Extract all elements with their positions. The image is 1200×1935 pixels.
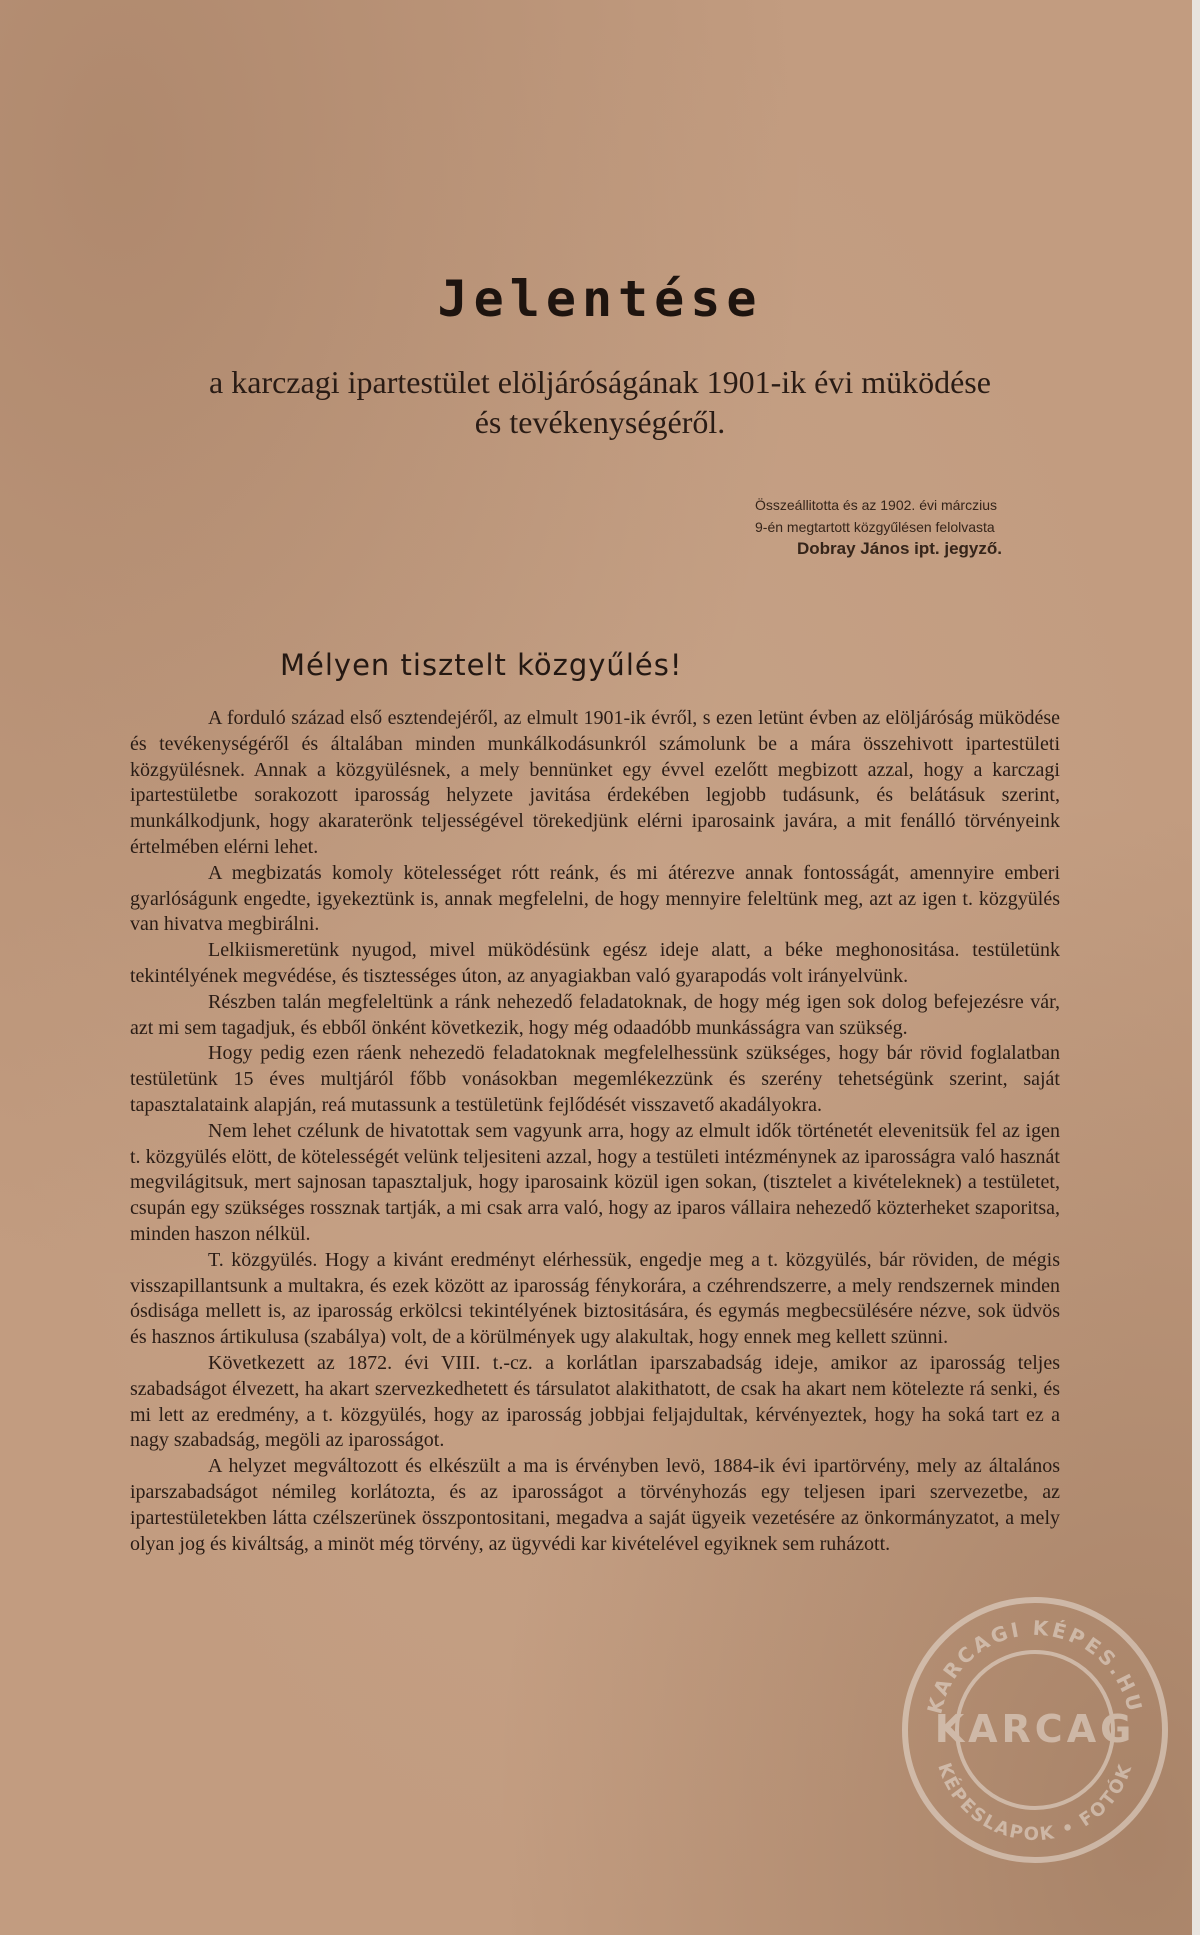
paragraph: Lelkiismeretünk nyugod, mivel müködésünk egész ideje alatt, a béke meghonositása. testületünk tekintélyének megvédése, és tisztességes úton, az anyagiakban való gyarapodás volt irányelvünk. [130,939,1060,987]
subtitle-line-1: a karczagi ipartestület elöljáróságának 1901-ik évi müködése [209,364,991,400]
meta-line-2: 9-én megtartott közgyűlésen felolvasta [755,519,995,535]
subtitle-line-2: és tevékenységéről. [474,404,726,440]
watermark-stamp [895,1590,1175,1870]
author-signature: Dobray János ipt. jegyző. [797,539,1002,558]
meta-line-1: Összeállitotta és az 1902. évi márczius [755,497,997,513]
paragraph: Hogy pedig ezen ráenk nehezedö feladatoknak megfelelhessünk szükséges, hogy bár rövid foglalatban testületünk 15 éves multjáról főbb vonásokban megemlékezzünk és szerény tehetségünk szerint, saját tapasztalataink alapján, reá mutassunk a testületünk fejlődését visszavető akadályokra. [130,1042,1060,1116]
paragraph: Részben talán megfeleltünk a ránk nehezedő feladatoknak, de hogy még igen sok dolog befejezésre vár, azt mi sem tagadjuk, és ebből önként következik, hogy még odaadóbb munkásságra van szükség. [130,990,1060,1039]
salutation: Mélyen tisztelt közgyűlés! [280,648,683,682]
document-title: Jelentése [437,270,763,328]
paragraph: T. közgyülés. Hogy a kivánt eredményt elérhessük, engedje meg a t. közgyülés, bár röviden, de mégis visszapillantsunk a multakra, és ezek között az iparosság fénykorára, a czéhrendszerre, a mely rendszernek minden ósdisága mellett is, az iparosság erkölcsi tekintélyének biztositására, és egymás megbecsülésére nézve, sok üdvös és hasznos ártikulusa (szabálya) volt, de a körülmények ugy alakultak, hogy ennek meg kellett szünni. [130,1248,1060,1349]
paragraph: A megbizatás komoly kötelességet rótt reánk, és mi átérezve annak fontosságát, amennyire emberi gyarlóságunk engedte, igyekeztünk is, annak megfelelni, de hogy mennyire feleltünk meg, azt az igen t. közgyülés van hivatva megbirálni. [130,861,1060,936]
document-subtitle [0,362,1200,442]
stamp-bottom-text: KÉPESLAPOK • FOTÓK [933,1760,1137,1846]
paragraph: Következett az 1872. évi VIII. t.-cz. a korlátlan iparszabadság ideje, amikor az iparosság teljes szabadságot élvezett, ha akart szervezkedhetett és társulatot alakithatott, de csak ha akart nem kötelezte rá senki, és mi lett az eredmény, a t. közgyülés, hogy az iparosság jobbjai feljajdultak, kérvényeztek, hogy ha soká tart ez a nagy szabadság, megöli az iparosságot. [130,1351,1060,1452]
stamp-top-text: KARCAGI KÉPES.HU [922,1615,1148,1717]
stamp-center-text: KARCAG [934,1707,1136,1751]
compilation-note [755,494,1055,560]
paragraph: A helyzet megváltozott és elkészült a ma is érvényben levö, 1884-ik évi ipartörvény, mely az általános iparszabadságot némileg korlátozta, és az iparosságot a törvényhozás egy teljesen ipari szervezetbe, az ipartestületekben látta czélszerünek összpontositani, megadva a saját ügyeik vezetésére az önkormányzatot, a mely olyan jog és kiváltság, a minöt még törvény, az ügyvédi kar kivételével egyiknek sem ruházott. [130,1455,1060,1555]
report-body [130,706,1060,1557]
paragraph: A forduló század első esztendejéről, az elmult 1901-ik évről, s ezen letünt évben az elöljáróság müködése és tevékenységéről és általában minden munkálkodásunkról számolunk be a mára összehivott ipartestületi közgyülésnek. Annak a közgyülésnek, a mely bennünket egy évvel ezelőtt megbizott azzal, hogy a karczagi ipartestületbe sorakozott iparosság helyzete javitása érdekében legjobb tudásunk, és belátásuk szerint, munkálkodjunk, hogy akaraterönk teljességével törekedjünk elérni iparosaink javára, a mit fenálló törvényeink értelmében elérni lehet. [130,707,1060,858]
paragraph: Nem lehet czélunk de hivatottak sem vagyunk arra, hogy az elmult idők történetét elevenitsük fel az igen t. közgyülés elött, de kötelességét velünk teljesiteni azzal, hogy a testületi intézménynek az iparosságra való hasznát megvilágitsuk, mert sajnosan tapasztaljuk, hogy iparosaink közül igen sokan, (tisztelet a kivételeknek) a testületet, csupán egy szükséges rossznak tartják, a mi csak arra való, hogy az iparos vállaira nehezedő közterheket szaporitsa, minden haszon nélkül. [130,1119,1060,1245]
